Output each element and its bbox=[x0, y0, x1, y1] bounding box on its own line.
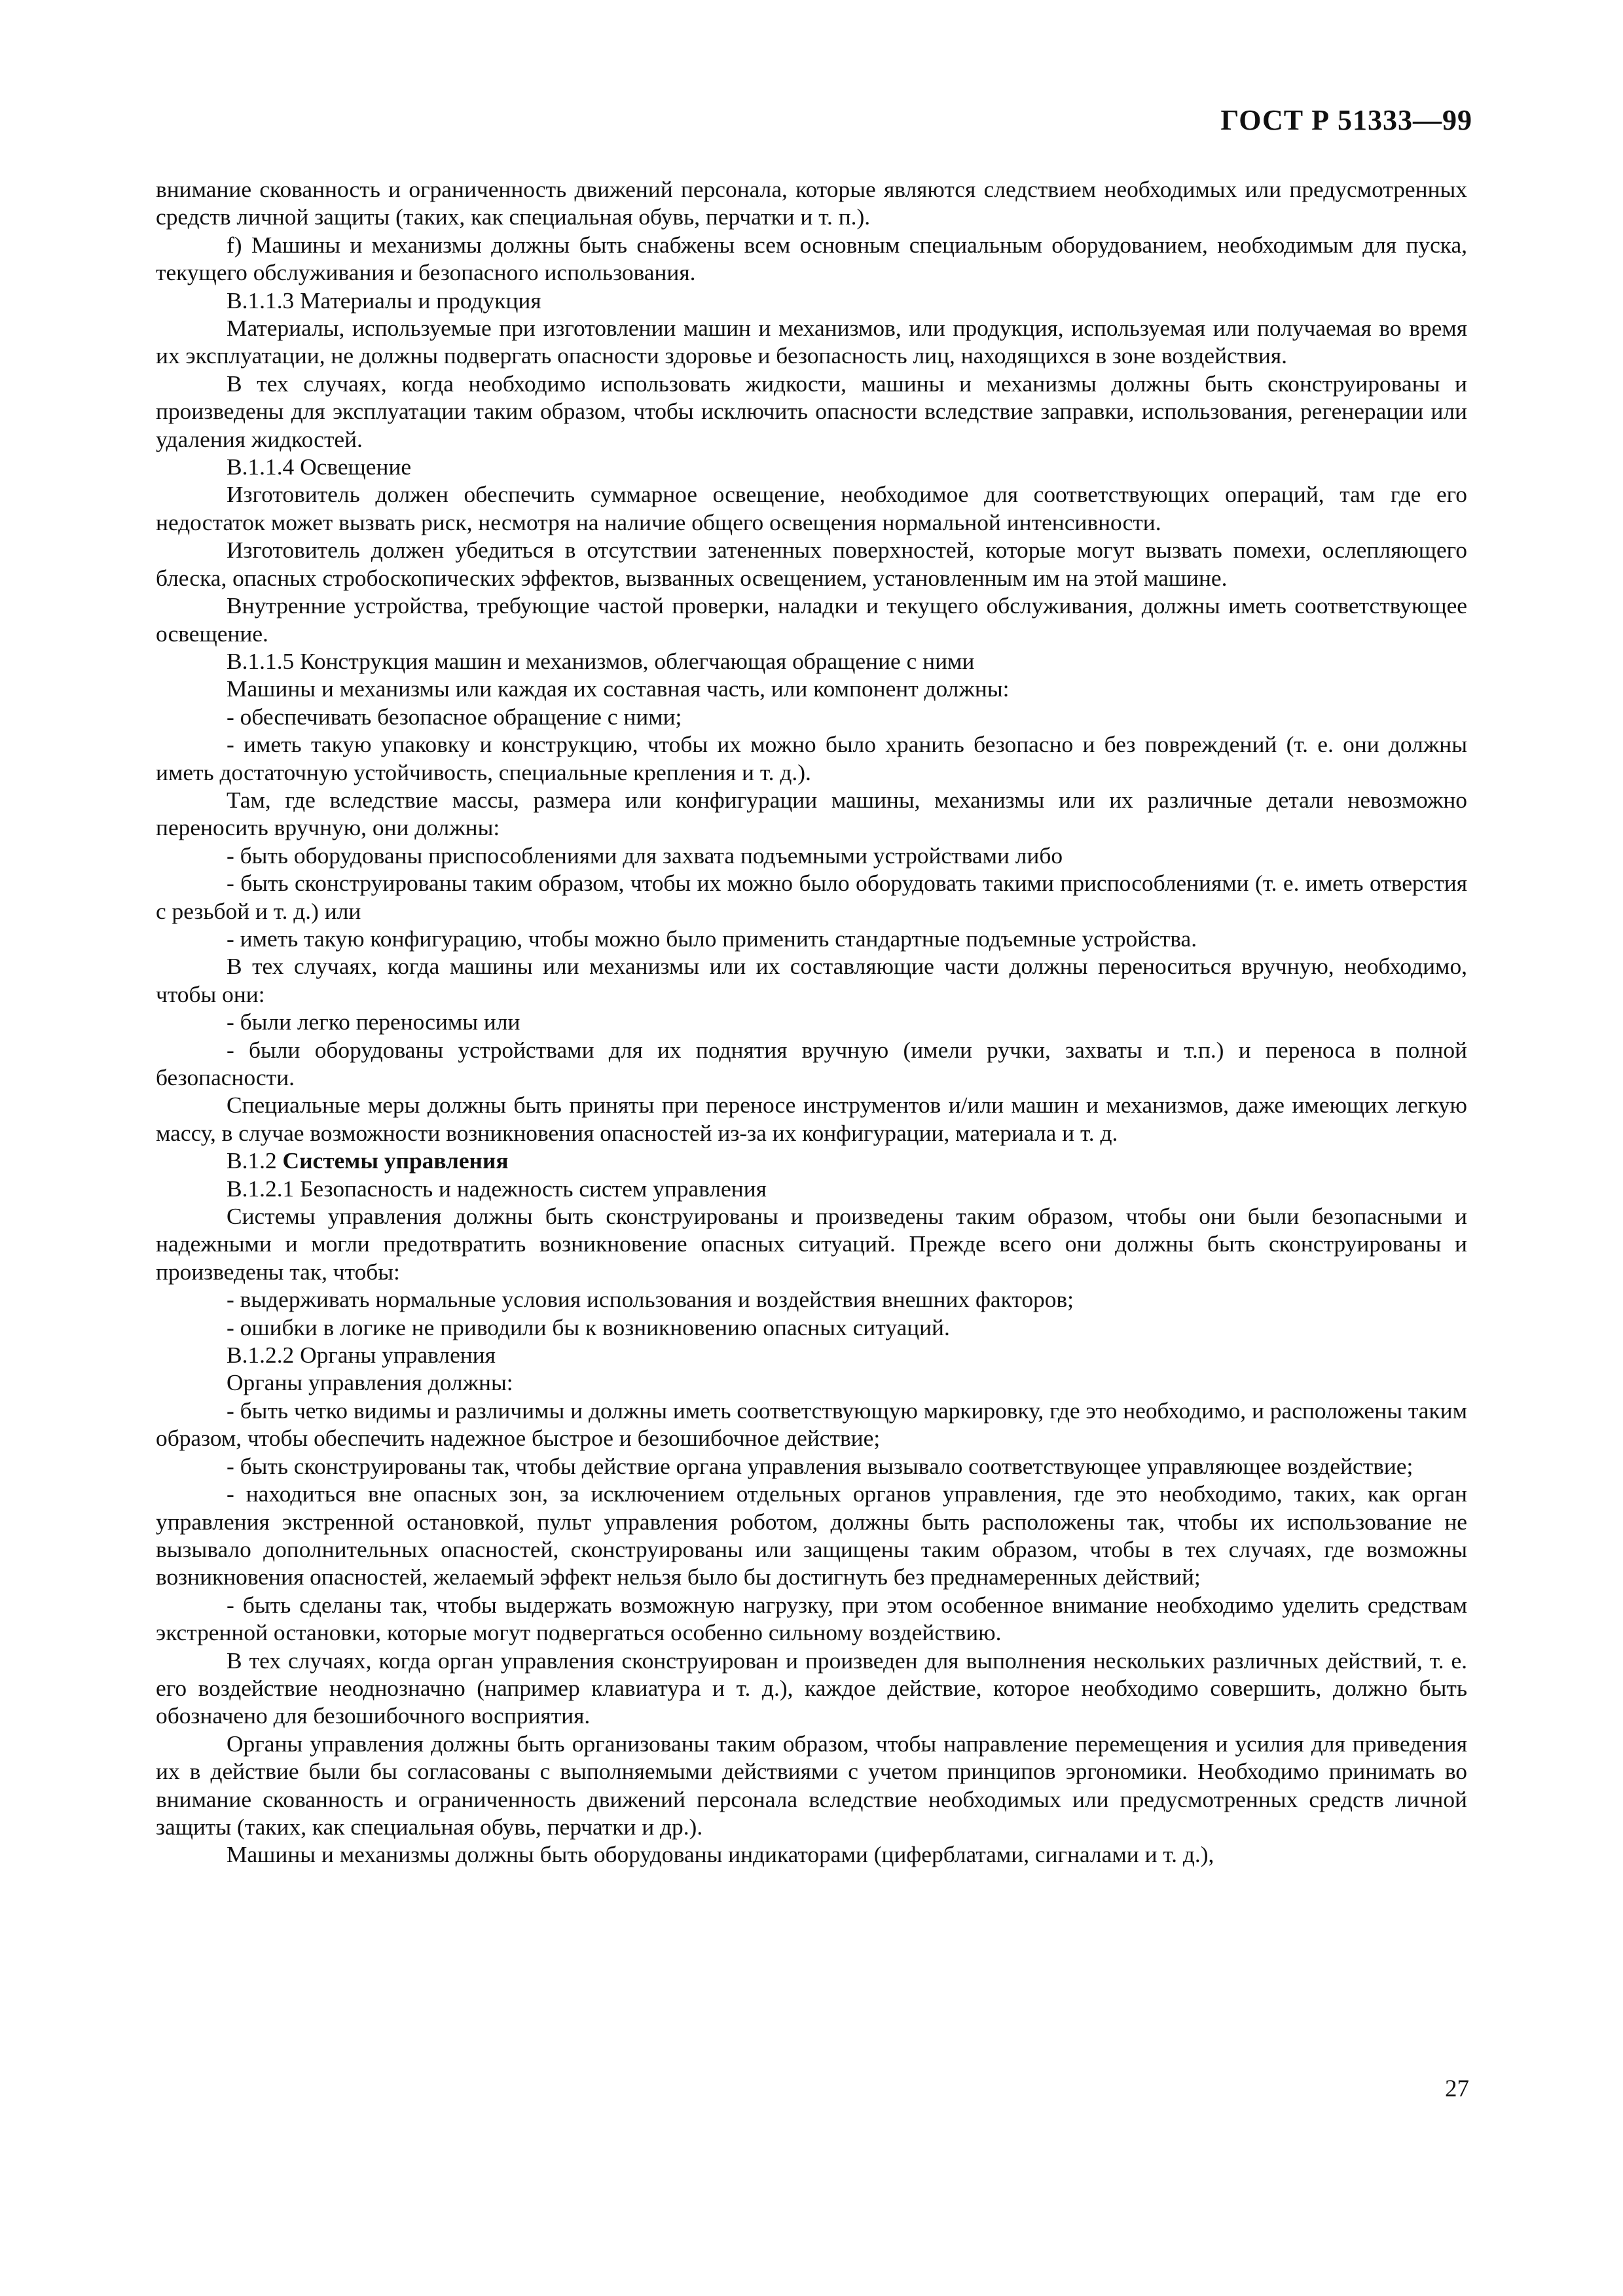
paragraph-text: - были легко переносимы или bbox=[227, 1009, 520, 1035]
paragraph-text: Изготовитель должен обеспечить суммарное освещение, необходимое для соответствующих операций, там где его недостаток может вызвать риск, несмотря на наличие общего освещения нормальной интенсивности. bbox=[156, 481, 1467, 535]
paragraph bbox=[156, 175, 1467, 231]
paragraph bbox=[156, 1369, 1467, 1396]
paragraph bbox=[156, 1008, 1467, 1035]
paragraph-text: Машины и механизмы должны быть оборудованы индикаторами (циферблатами, сигналами и т. д.), bbox=[227, 1841, 1214, 1868]
paragraph bbox=[156, 925, 1467, 952]
paragraph bbox=[156, 1452, 1467, 1480]
paragraph bbox=[156, 314, 1467, 370]
paragraph-text: B.1.1.3 Материалы и продукция bbox=[227, 287, 541, 314]
paragraph bbox=[156, 453, 1467, 480]
paragraph bbox=[156, 480, 1467, 536]
paragraph bbox=[156, 370, 1467, 453]
paragraph bbox=[156, 1730, 1467, 1841]
paragraph bbox=[156, 1036, 1467, 1092]
paragraph bbox=[156, 1591, 1467, 1647]
paragraph-text: B.1.2.2 Органы управления bbox=[227, 1342, 496, 1369]
paragraph bbox=[156, 647, 1467, 675]
paragraph-text: Специальные меры должны быть приняты при переносе инструментов и/или машин и механизмов, даже имеющих легкую массу, в случае возможности возникновения опасностей из-за их конфигурации, материала и т. д. bbox=[156, 1092, 1467, 1146]
paragraph bbox=[156, 1314, 1467, 1341]
paragraph bbox=[156, 952, 1467, 1008]
paragraph-text: - ошибки в логике не приводили бы к возникновению опасных ситуаций. bbox=[227, 1314, 950, 1340]
paragraph-text: Машины и механизмы или каждая их составная часть, или компонент должны: bbox=[227, 675, 1010, 702]
paragraph-text: f) Машины и механизмы должны быть снабжены всем основным специальным оборудованием, необходимым для пуска, текущего обслуживания и безопасного использования. bbox=[156, 231, 1467, 286]
section-heading-bold: Системы управления bbox=[282, 1147, 509, 1174]
paragraph-text: - иметь такую конфигурацию, чтобы можно было применить стандартные подъемные устройства. bbox=[227, 925, 1197, 952]
paragraph bbox=[156, 1840, 1467, 1868]
paragraph-text: - быть оборудованы приспособлениями для захвата подъемными устройствами либо bbox=[227, 842, 1063, 869]
paragraph-text: B.1.2.1 Безопасность и надежность систем управления bbox=[227, 1175, 767, 1202]
paragraph bbox=[156, 703, 1467, 730]
document-standard-header: ГОСТ Р 51333—99 bbox=[1220, 104, 1472, 136]
paragraph-text: внимание скованность и ограниченность движений персонала, которые являются следствием необходимых или предусмотренных средств личной защиты (таких, как специальная обувь, перчатки и т. п.). bbox=[156, 176, 1467, 230]
paragraph bbox=[156, 1091, 1467, 1147]
paragraph-text: Органы управления должны быть организованы таким образом, чтобы направление перемещения и усилия для приведения их в действие были бы согласованы с выполняемыми действиями с учетом принципов эргономики. Необходимо принимать во внимание скованность и ограниченность движений персонала вследствие необходимых или предусмотренных средств личной защиты (таких, как специальная обувь, перчатки и др.). bbox=[156, 1730, 1467, 1840]
paragraph-text: - находиться вне опасных зон, за исключением отдельных органов управления, где это необходимо, таких, как орган управления экстренной остановкой, пульт управления роботом, должны быть расположены так, чтобы их использование не вызывало дополнительных опасностей, сконструированы или защищены таким образом, чтобы в тех случаях, где возможны возникновения опасностей, желаемый эффект нельзя было бы достигнуть без преднамеренных действий; bbox=[156, 1480, 1467, 1590]
paragraph bbox=[156, 1175, 1467, 1202]
paragraph-text: В тех случаях, когда машины или механизмы или их составляющие части должны переноситься вручную, необходимо, чтобы они: bbox=[156, 953, 1467, 1007]
paragraph bbox=[156, 592, 1467, 647]
paragraph-text: Органы управления должны: bbox=[227, 1369, 513, 1396]
paragraph bbox=[156, 869, 1467, 925]
paragraph-text: - быть четко видимы и различимы и должны иметь соответствующую маркировку, где это необходимо, и расположены таким образом, чтобы обеспечить надежное быстрое и безошибочное действие; bbox=[156, 1397, 1467, 1452]
paragraph-text: В тех случаях, когда орган управления сконструирован и произведен для выполнения нескольких различных действий, т. е. его воздействие неоднозначно (например клавиатура и т. д.), каждое действие, которое необходимо совершить, должно быть обозначено для безошибочного восприятия. bbox=[156, 1647, 1467, 1729]
paragraph bbox=[156, 231, 1467, 287]
paragraph-text: - были оборудованы устройствами для их поднятия вручную (имели ручки, захваты и т.п.) и переноса в полной безопасности. bbox=[156, 1036, 1467, 1090]
document-body bbox=[156, 175, 1467, 1869]
paragraph-text: Системы управления должны быть сконструированы и произведены таким образом, чтобы они были безопасными и надежными и могли предотвратить возникновение опасных ситуаций. Прежде всего они должны быть сконструированы и произведены так, чтобы: bbox=[156, 1203, 1467, 1285]
paragraph-text: - иметь такую упаковку и конструкцию, чтобы их можно было хранить безопасно и без повреждений (т. е. они должны иметь достаточную устойчивость, специальные крепления и т. д.). bbox=[156, 731, 1467, 785]
paragraph bbox=[156, 1147, 1467, 1174]
paragraph-text: B.1.2 bbox=[227, 1147, 283, 1174]
paragraph bbox=[156, 842, 1467, 869]
paragraph bbox=[156, 1202, 1467, 1285]
paragraph bbox=[156, 786, 1467, 842]
paragraph-text: Материалы, используемые при изготовлении машин и механизмов, или продукция, используемая или получаемая во время их эксплуатации, не должны подвергать опасности здоровье и безопасность лиц, находящихся в зоне воздействия. bbox=[156, 315, 1467, 369]
paragraph-text: B.1.1.4 Освещение bbox=[227, 454, 412, 480]
paragraph bbox=[156, 287, 1467, 314]
paragraph bbox=[156, 1647, 1467, 1730]
page-number: 27 bbox=[1445, 2075, 1469, 2102]
paragraph bbox=[156, 675, 1467, 702]
paragraph bbox=[156, 730, 1467, 786]
paragraph-text: B.1.1.5 Конструкция машин и механизмов, облегчающая обращение с ними bbox=[227, 647, 975, 674]
paragraph-text: Там, где вследствие массы, размера или конфигурации машины, механизмы или их различные детали невозможно переносить вручную, они должны: bbox=[156, 786, 1467, 841]
paragraph bbox=[156, 1480, 1467, 1591]
paragraph-text: - быть сконструированы таким образом, чтобы их можно было оборудовать такими приспособлениями (т. е. иметь отверстия с резьбой и т. д.) или bbox=[156, 870, 1467, 924]
paragraph bbox=[156, 1341, 1467, 1369]
paragraph bbox=[156, 536, 1467, 592]
paragraph-text: - быть сконструированы так, чтобы действие органа управления вызывало соответствующее управляющее воздействие; bbox=[227, 1452, 1413, 1479]
paragraph-text: В тех случаях, когда необходимо использовать жидкости, машины и механизмы должны быть сконструированы и произведены для эксплуатации таким образом, чтобы исключить опасности вследствие заправки, использования, регенерации или удаления жидкостей. bbox=[156, 370, 1467, 452]
paragraph-text: Изготовитель должен убедиться в отсутствии затененных поверхностей, которые могут вызвать помехи, ослепляющего блеска, опасных стробоскопических эффектов, вызванных освещением, установленным им на этой машине. bbox=[156, 537, 1467, 591]
paragraph-text: - обеспечивать безопасное обращение с ними; bbox=[227, 703, 682, 730]
paragraph bbox=[156, 1285, 1467, 1313]
paragraph-text: Внутренние устройства, требующие частой проверки, наладки и текущего обслуживания, должны иметь соответствующее освещение. bbox=[156, 592, 1467, 647]
paragraph-text: - выдерживать нормальные условия использования и воздействия внешних факторов; bbox=[227, 1286, 1074, 1313]
paragraph-text: - быть сделаны так, чтобы выдержать возможную нагрузку, при этом особенное внимание необходимо уделить средствам экстренной остановки, которые могут подвергаться особенно сильному воздействию. bbox=[156, 1591, 1467, 1646]
paragraph bbox=[156, 1397, 1467, 1452]
